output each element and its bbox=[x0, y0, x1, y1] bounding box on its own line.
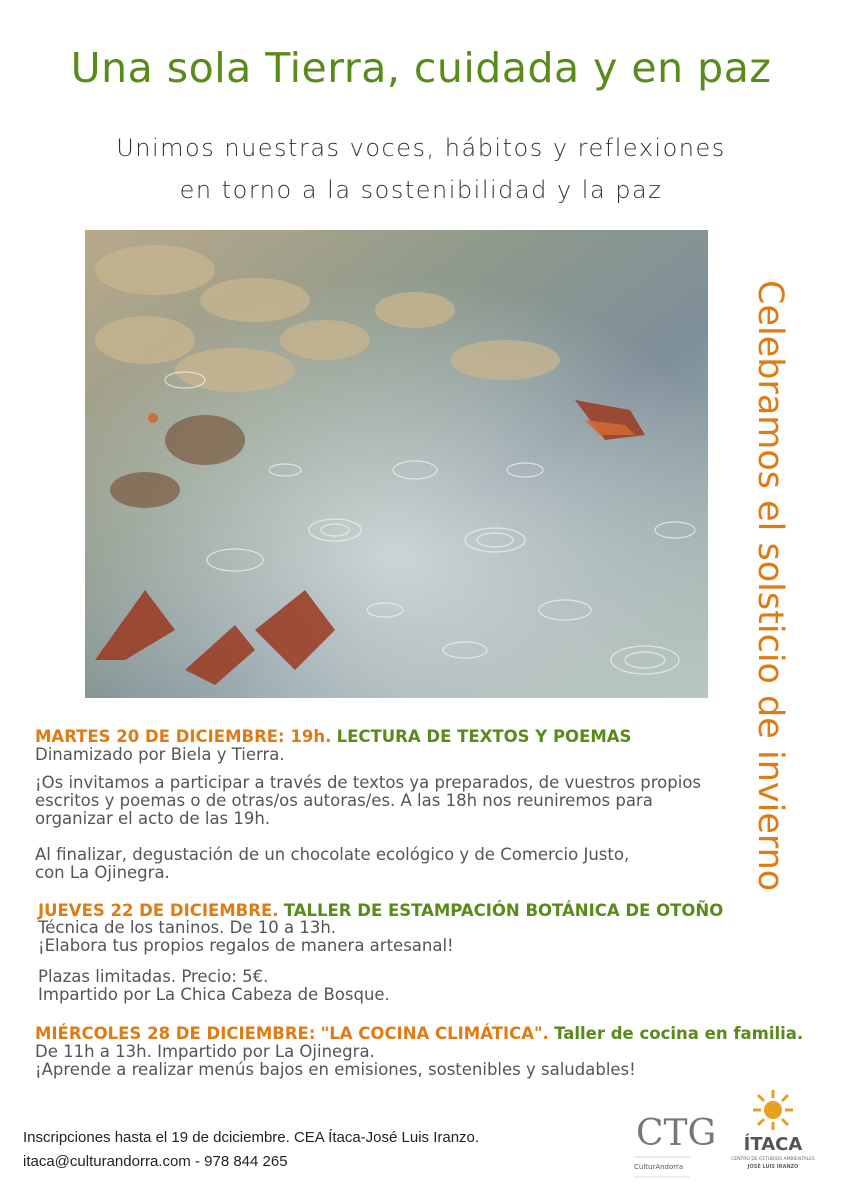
event3-subtitle: Taller de cocina en familia. bbox=[554, 1024, 804, 1043]
rain-pond-photo bbox=[85, 230, 708, 698]
event2-line1: Técnica de los taninos. De 10 a 13h. bbox=[38, 918, 337, 937]
event3-line1: De 11h a 13h. Impartido por La Ojinegra. bbox=[35, 1042, 375, 1061]
ctg-letters: CTG bbox=[636, 1113, 717, 1154]
itaca-logo bbox=[730, 1088, 816, 1183]
poster-subtitle-line1: Unimos nuestras voces, hábitos y reflexiones bbox=[116, 134, 726, 162]
registration-info: Inscripciones hasta el 19 de dciciembre. CEA Ítaca-José Luis Iranzo. bbox=[23, 1129, 480, 1146]
event3-line2: ¡Aprende a realizar menús bajos en emisiones, sostenibles y saludables! bbox=[35, 1060, 636, 1079]
solstice-banner: Celebramos el solsticio de invierno bbox=[750, 280, 790, 892]
event1-p1-l1: ¡Os invitamos a participar a través de textos ya preparados, de vuestros propios bbox=[35, 773, 702, 792]
culturandorra-logo bbox=[632, 1105, 717, 1187]
event3-heading bbox=[35, 1025, 803, 1043]
itaca-name: ÍTACA bbox=[743, 1134, 803, 1155]
event3-title: "LA COCINA CLIMÁTICA". bbox=[320, 1024, 549, 1043]
poster-subtitle-line2: en torno a la sostenibilidad y la paz bbox=[179, 176, 663, 204]
contact-info[interactable]: itaca@culturandorra.com - 978 844 265 bbox=[23, 1153, 288, 1170]
itaca-sub2: JOSÉ LUIS IRANZO bbox=[747, 1164, 799, 1170]
event1-p2-l2: con La Ojinegra. bbox=[35, 863, 170, 882]
event1-p2-l1: Al finalizar, degustación de un chocolate ecológico y de Comercio Justo, bbox=[35, 845, 630, 864]
poster-title: Una sola Tierra, cuidada y en paz bbox=[70, 44, 772, 92]
event2-title: TALLER DE ESTAMPACIÓN BOTÁNICA DE OTOÑO bbox=[283, 901, 724, 920]
event1-p1-l2: escritos y poemas o de otras/os autoras/es. A las 18h nos reuniremos para bbox=[35, 791, 653, 810]
event2-line3: Plazas limitadas. Precio: 5€. bbox=[38, 967, 269, 986]
event1-line1: Dinamizado por Biela y Tierra. bbox=[35, 745, 285, 764]
event2-line2: ¡Elabora tus propios regalos de manera artesanal! bbox=[38, 936, 454, 955]
itaca-sub1: CENTRO DE ESTUDIOS AMBIENTALES bbox=[731, 1157, 815, 1162]
ctg-name: CulturAndorra bbox=[634, 1163, 684, 1171]
event1-title: LECTURA DE TEXTOS Y POEMAS bbox=[336, 727, 632, 746]
event2-date: JUEVES 22 DE DICIEMBRE. bbox=[38, 901, 279, 920]
event1-date: MARTES 20 DE DICIEMBRE: 19h. bbox=[35, 727, 332, 746]
event1-heading bbox=[35, 728, 631, 746]
event3-date: MIÉRCOLES 28 DE DICIEMBRE: bbox=[35, 1024, 316, 1043]
event2-line4: Impartido por La Chica Cabeza de Bosque. bbox=[38, 985, 390, 1004]
event1-p1-l3: organizar el acto de las 19h. bbox=[35, 809, 271, 828]
